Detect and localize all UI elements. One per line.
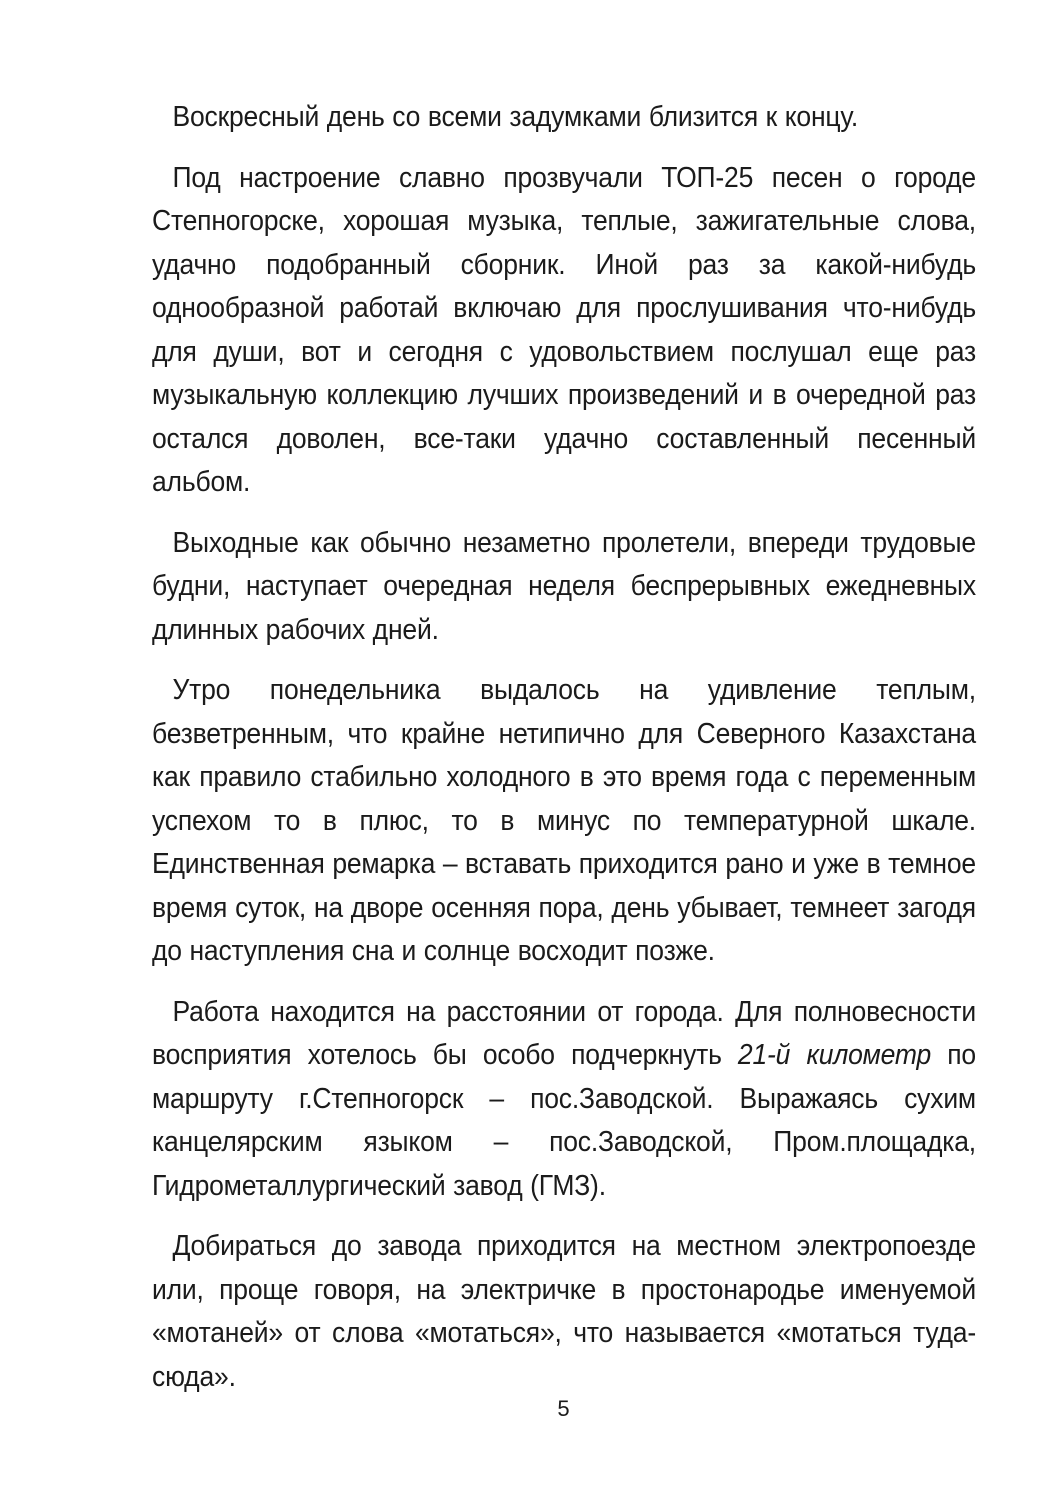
italic-text-run: 21-й километр bbox=[737, 1039, 932, 1071]
page-number: 5 bbox=[557, 1396, 570, 1421]
paragraph bbox=[152, 1225, 976, 1399]
paragraph bbox=[152, 991, 976, 1209]
paragraph bbox=[152, 96, 976, 140]
text-run: Под настроение славно прозвучали ТОП-25 песен о городе Степногорске, хорошая музыка, теплые, зажигательные слова, удачно подобранный сборник. Иной раз за какой-нибудь однообразной работай включаю для прослушивания что-нибудь для души, вот и сегодня с удовольствием послушал еще раз музыкальную коллекцию лучших произведений и в очередной раз остался доволен, все-таки удачно составленный песенный альбом. bbox=[152, 161, 976, 498]
paragraph bbox=[152, 669, 976, 974]
paragraph bbox=[152, 157, 976, 505]
paragraphs bbox=[152, 96, 976, 1399]
text-run: Добираться до завода приходится на местном электропоезде или, проще говоря, на электричке в простонародье именуемой «мотаней» от слова «мотаться», что называется «мотаться туда-сюда». bbox=[152, 1230, 976, 1393]
text-run: по маршруту г.Степногорск – пос.Заводской. Выражаясь сухим канцелярским языком – пос.Заводской, Пром.площадка, Гидрометаллургический завод (ГМЗ). bbox=[152, 1039, 976, 1202]
text-run: Работа находится на расстоянии от города. Для полновесности восприятия хотелось бы особо подчеркнуть bbox=[152, 995, 976, 1071]
text-run: Выходные как обычно незаметно пролетели, впереди трудовые будни, наступает очередная неделя беспрерывных ежедневных длинных рабочих дней. bbox=[152, 526, 976, 646]
text-run: Воскресный день со всеми задумками близится к концу. bbox=[172, 101, 859, 133]
text-run: Утро понедельника выдалось на удивление теплым, безветренным, что крайне нетипично для Северного Казахстана как правило стабильно холодного в это время года с переменным успехом то в плюс, то в минус по температурной шкале. Единственная ремарка – вставать приходится рано и уже в темное время суток, на дворе осенняя пора, день убывает, темнеет загодя до наступления сна и солнце восходит позже. bbox=[152, 674, 976, 967]
page-body bbox=[152, 96, 976, 1416]
paragraph bbox=[152, 522, 976, 653]
